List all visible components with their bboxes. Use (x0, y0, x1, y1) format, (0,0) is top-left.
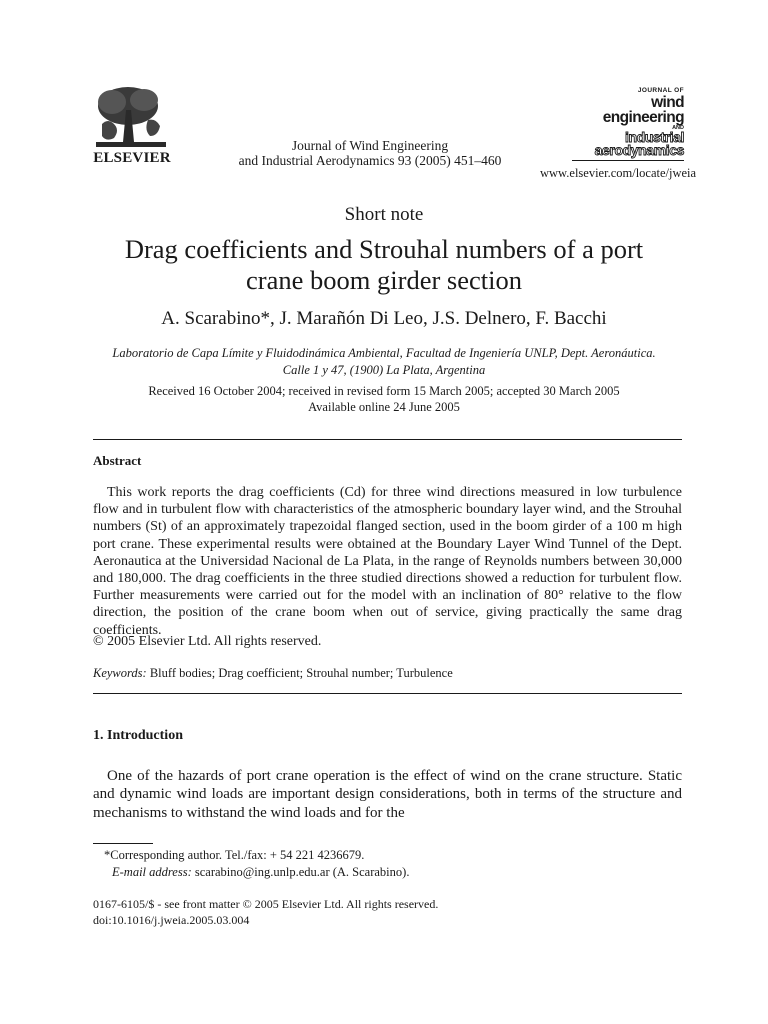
email-label: E-mail address: (112, 865, 192, 879)
keywords (93, 666, 682, 681)
abstract-copyright: © 2005 Elsevier Ltd. All rights reserved. (93, 634, 322, 649)
keywords-label: Keywords: (93, 666, 147, 680)
journal-logo-industrial: industrial (624, 129, 684, 145)
introduction-heading: 1. Introduction (93, 728, 183, 743)
journal-url-link[interactable]: www.elsevier.com/locate/jweia (540, 166, 697, 180)
introduction-body: One of the hazards of port crane operation is the effect of wind on the crane structure. Static and dynamic wind loads are important design considerations, both in terms of the structure and mechanisms to withstand the wind loads and for the (93, 768, 682, 821)
article-type: Short note (344, 204, 424, 225)
authors: A. Scarabino*, J. Marañón Di Leo, J.S. Delnero, F. Bacchi (161, 308, 607, 329)
article-dates (84, 383, 684, 415)
title-line-1: Drag coefficients and Strouhal numbers of a port (124, 234, 644, 264)
email-address-link[interactable]: scarabino@ing.unlp.edu.ar (A. Scarabino). (194, 865, 410, 879)
affiliation-line-1: Laboratorio de Capa Límite y Fluidodinámica Ambiental, Facultad de Ingeniería UNLP, Dept. Aeronáutica. (112, 346, 656, 360)
doi-link[interactable]: doi:10.1016/j.jweia.2005.03.004 (93, 913, 250, 927)
footnote-rule (93, 843, 153, 844)
online-date: Available online 24 June 2005 (308, 400, 460, 414)
affiliation-line-2: Calle 1 y 47, (1900) La Plata, Argentina (282, 363, 486, 377)
journal-logo-small: JOURNAL OF (637, 87, 684, 94)
journal-logo-main: wind engineering (602, 93, 684, 126)
journal-logo-and: AND (672, 124, 684, 131)
email-note (112, 865, 409, 880)
journal-name: Journal of Wind Engineering (291, 138, 449, 153)
received-dates: Received 16 October 2004; received in revised form 15 March 2005; accepted 30 March 2005 (148, 384, 620, 398)
journal-logo (572, 88, 684, 161)
keywords-list: Bluff bodies; Drag coefficient; Strouhal number; Turbulence (149, 666, 453, 680)
abstract-body: This work reports the drag coefficients (Cd) for three wind directions measured in low turbulence flow and in turbulent flow with characteristics of the atmospheric boundary layer wind, and the Strouhal numbers (St) of an approximately trapezoidal flanged section, used in the boom girder of a 100 m high port crane. These experimental results were obtained at the Boundary Layer Wind Tunnel of the Dept. Aeronautica at the Universidad Nacional de La Plata, in the range of Reynolds numbers between 30,000 and 180,000. The drag coefficients in the three studied directions showed a reduction for turbulent flow. Further measurements were carried out for the model with an inclination of 80° relative to the flow direction, the position of the crane boom when out of service, giving practically the same drag coefficients. (93, 485, 682, 638)
journal-logo-rule (572, 160, 684, 161)
divider-top (93, 439, 682, 440)
article-title (84, 234, 684, 296)
title-line-2: crane boom girder section (246, 265, 522, 295)
journal-logo-aerodynamics: aerodynamics (594, 142, 684, 159)
elsevier-wordmark: ELSEVIER (93, 150, 171, 166)
elsevier-tree-logo (92, 84, 170, 150)
affiliation (84, 345, 684, 379)
abstract-heading: Abstract (93, 453, 142, 468)
corresponding-author-note: *Corresponding author. Tel./fax: + 54 221 4236679. (104, 848, 365, 862)
journal-volume: and Industrial Aerodynamics 93 (2005) 451–460 (238, 153, 502, 168)
issn-line: 0167-6105/$ - see front matter © 2005 Elsevier Ltd. All rights reserved. (93, 897, 439, 911)
divider-bottom (93, 693, 682, 694)
